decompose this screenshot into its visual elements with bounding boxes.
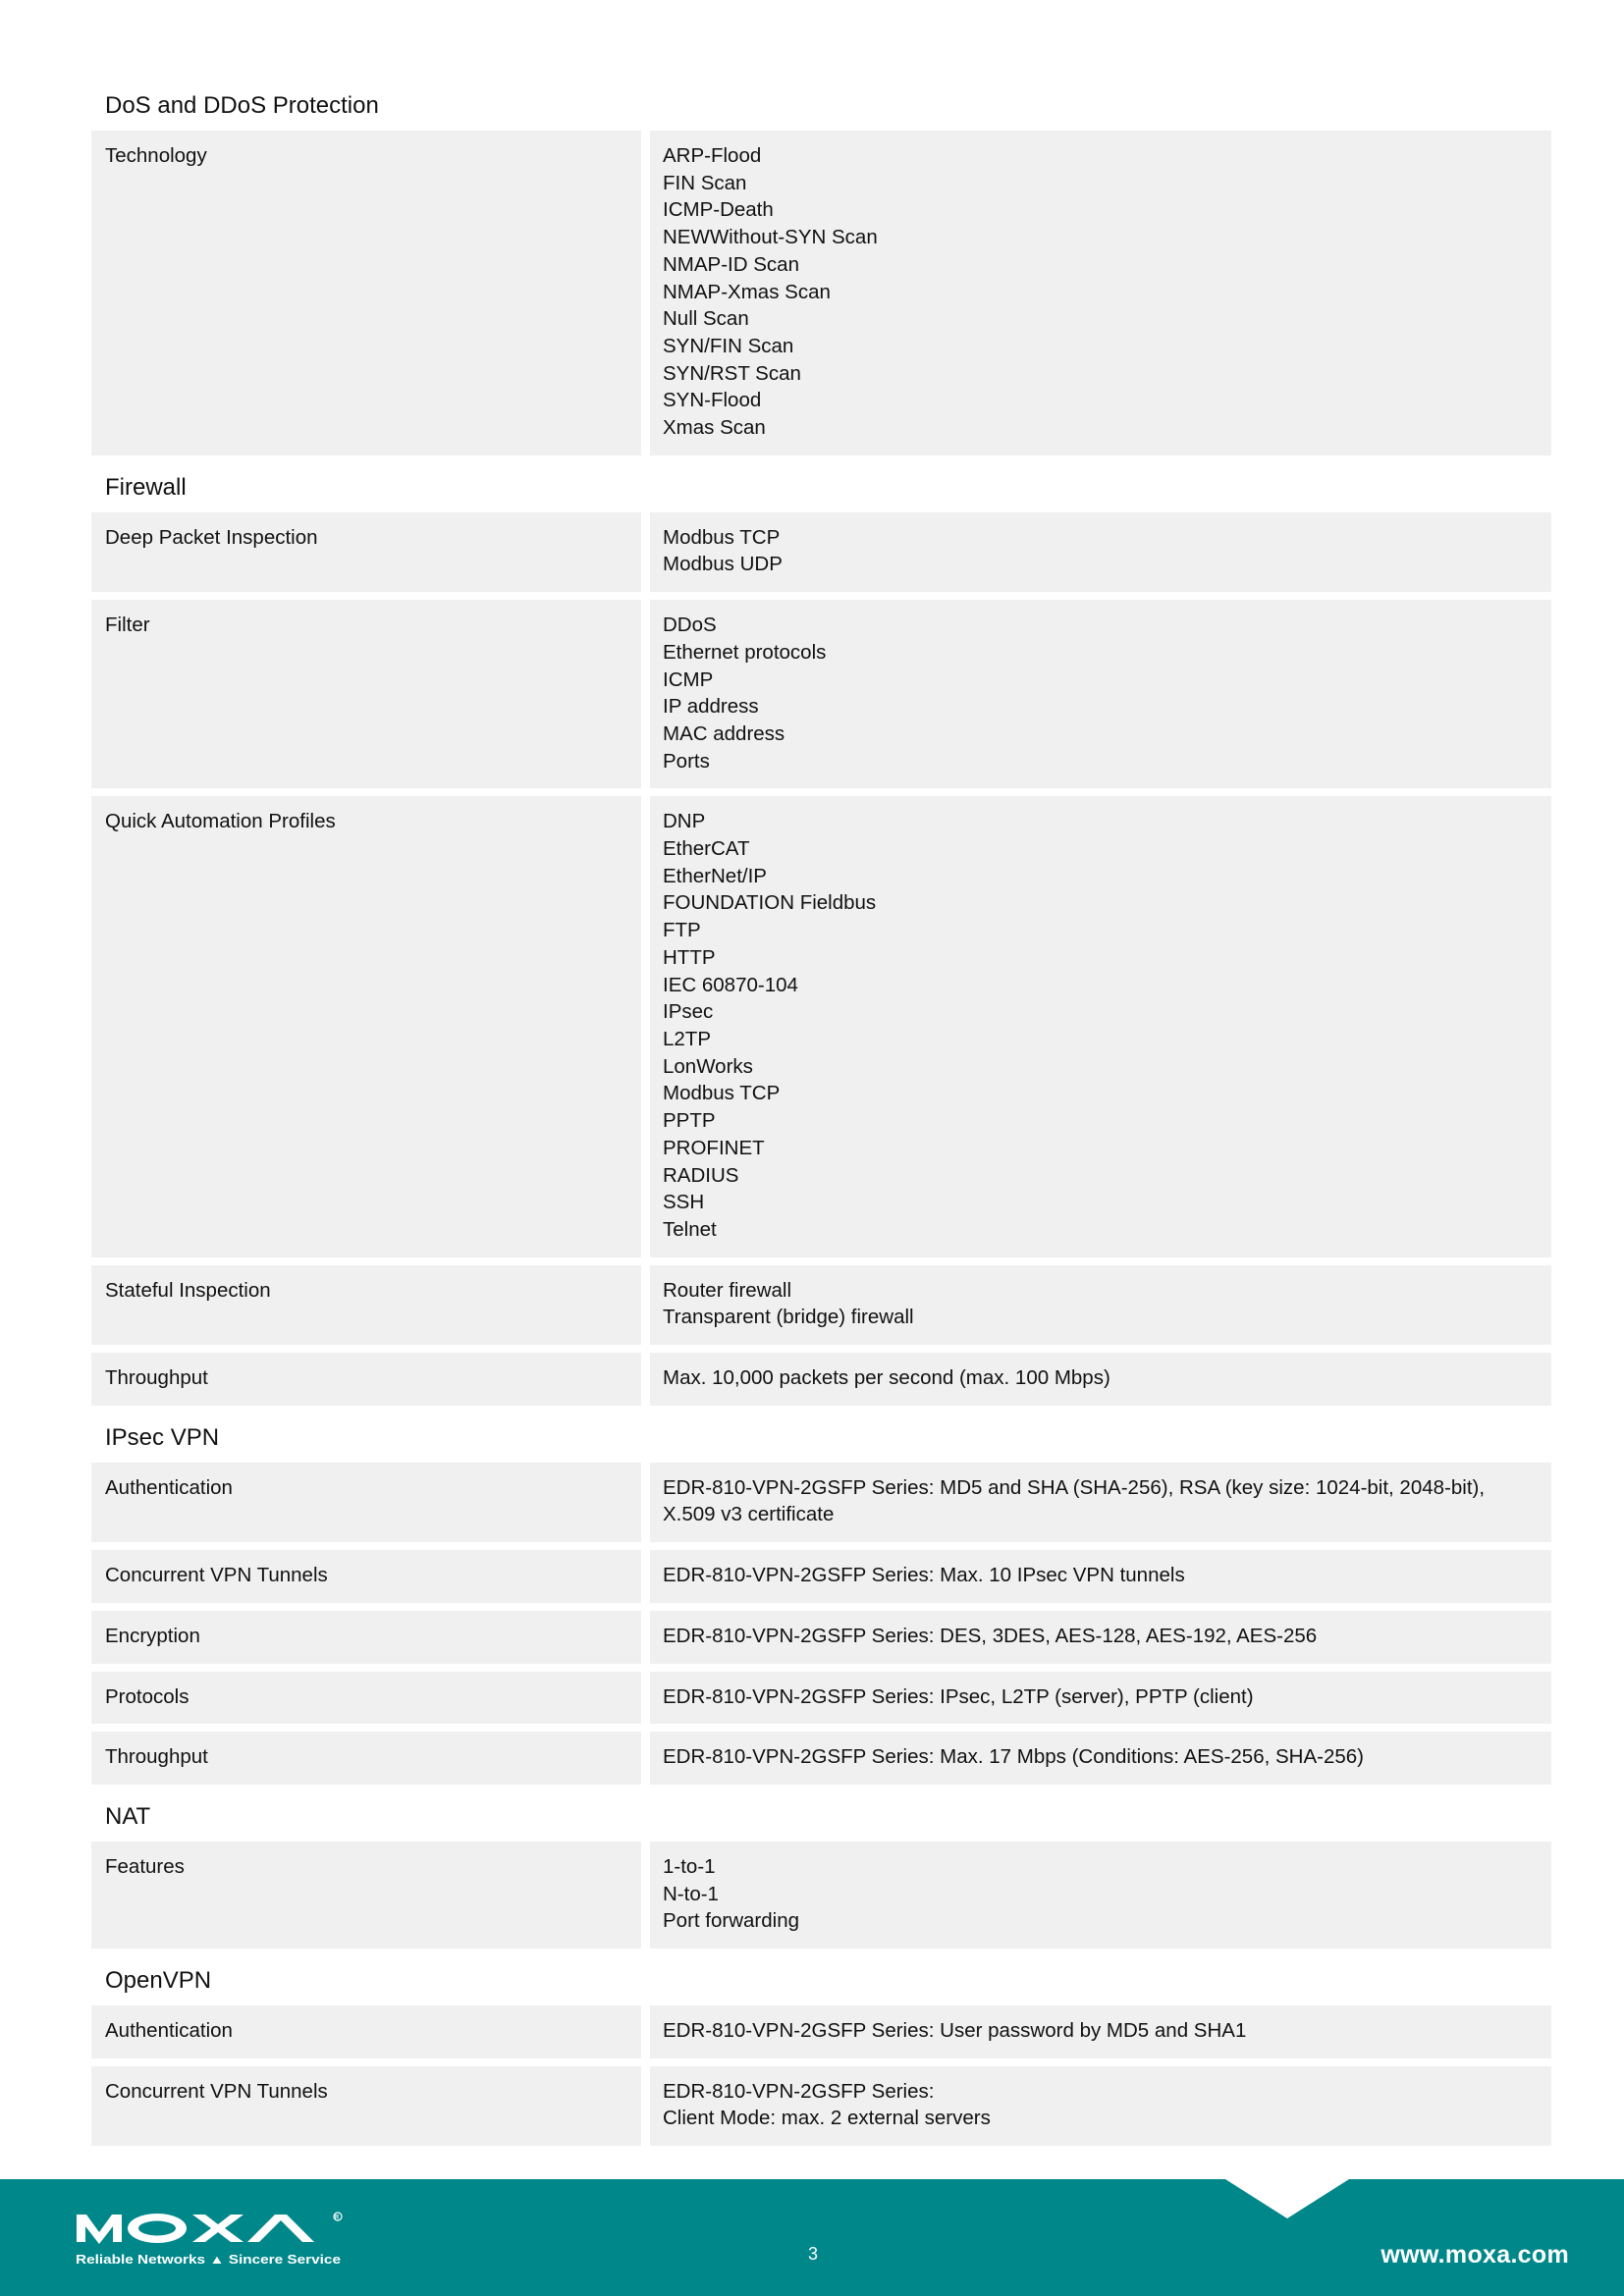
spec-row [91,1672,1551,1725]
spec-label: Throughput [91,1732,641,1785]
spec-value-line: EDR-810-VPN-2GSFP Series: IPsec, L2TP (server), PPTP (client) [663,1684,1254,1708]
spec-value [650,600,1551,788]
spec-value-line: EDR-810-VPN-2GSFP Series: User password by MD5 and SHA1 [663,2019,1247,2043]
spec-value [650,1265,1551,1345]
spec-label: Concurrent VPN Tunnels [91,1550,641,1603]
spec-value-line: HTTP [663,945,716,969]
spec-value-line: NMAP-ID Scan [663,252,799,276]
spec-label: Encryption [91,1611,641,1664]
spec-value-line: Modbus TCP [663,1082,781,1105]
spec-value-line: SYN/RST Scan [663,361,801,385]
spec-value-line: 1-to-1 [663,1854,716,1878]
spec-value-line: IP address [663,695,759,719]
spec-value-line: SSH [663,1191,705,1214]
spec-label: Quick Automation Profiles [91,796,641,1256]
spec-label: Features [91,1842,641,1949]
spec-value [650,2066,1551,2146]
spec-value-line: L2TP [663,1027,711,1050]
section-title: OpenVPN [105,1967,212,1995]
spec-row [91,600,1551,788]
spec-value-line: DDoS [663,614,717,637]
spec-label: Technology [91,131,641,455]
spec-label: Filter [91,600,641,788]
section-title: Firewall [105,473,187,501]
spec-value-line: DNP [663,810,706,833]
spec-value-line: MAC address [663,721,785,745]
spec-value-line: FIN Scan [663,171,747,194]
page-number: 3 [807,2244,818,2264]
spec-value-line: ICMP [663,667,714,691]
spec-value [650,1732,1551,1785]
spec-label: Protocols [91,1672,641,1725]
spec-value-line: Port forwarding [663,1909,800,1933]
spec-label: Authentication [91,2005,641,2058]
spec-content [91,89,1551,2146]
spec-value-line: RADIUS [663,1163,739,1187]
spec-value [650,2005,1551,2058]
website-link[interactable]: www.moxa.com [1380,2241,1569,2269]
spec-value-line: EDR-810-VPN-2GSFP Series: Max. 17 Mbps (Conditions: AES-256, SHA-256) [663,1745,1364,1769]
spec-section [91,471,1551,1406]
spec-row [91,796,1551,1256]
spec-value-line: Transparent (bridge) firewall [663,1306,914,1329]
section-title: IPsec VPN [105,1423,220,1451]
spec-value-line: SYN/FIN Scan [663,334,794,357]
spec-section [91,89,1551,455]
spec-section [91,1964,1551,2146]
spec-value-line: SYN-Flood [663,389,762,412]
spec-row [91,1265,1551,1345]
section-title: NAT [105,1802,151,1830]
spec-row [91,131,1551,455]
spec-value-line: Xmas Scan [663,416,766,440]
spec-label: Authentication [91,1463,641,1542]
spec-value [650,1611,1551,1664]
spec-value-line: Modbus TCP [663,525,781,549]
spec-value [650,512,1551,592]
spec-value [650,1353,1551,1406]
spec-value [650,1672,1551,1725]
spec-value-line: N-to-1 [663,1882,719,1905]
spec-value-line: NEWWithout-SYN Scan [663,226,878,249]
spec-value-line: EDR-810-VPN-2GSFP Series: Max. 10 IPsec VPN tunnels [663,1564,1185,1587]
spec-label: Concurrent VPN Tunnels [91,2066,641,2146]
spec-row [91,2066,1551,2146]
spec-value-line: ARP-Flood [663,144,762,167]
spec-value-line: EDR-810-VPN-2GSFP Series: [663,2079,935,2103]
spec-value-line: PPTP [663,1109,716,1133]
spec-value-line: PROFINET [663,1136,765,1159]
spec-label: Deep Packet Inspection [91,512,641,592]
spec-row [91,1732,1551,1785]
spec-value-line: Ethernet protocols [663,640,827,664]
spec-value-line: NMAP-Xmas Scan [663,280,831,303]
spec-value-line: ICMP-Death [663,198,774,222]
spec-value-line: FOUNDATION Fieldbus [663,891,877,915]
spec-value-line: Telnet [663,1217,717,1241]
spec-value [650,1550,1551,1603]
spec-row [91,1550,1551,1603]
moxa-logo [75,2211,350,2269]
spec-value-line: FTP [663,919,701,942]
section-title: DoS and DDoS Protection [105,92,379,119]
spec-value-line: Modbus UDP [663,553,783,576]
svg-text:Reliable Networks ▲ Sincere Se: Reliable Networks ▲ Sincere Service [76,2253,342,2267]
spec-value-line: EDR-810-VPN-2GSFP Series: DES, 3DES, AES-128, AES-192, AES-256 [663,1624,1318,1647]
spec-value-line: IEC 60870-104 [663,973,798,996]
spec-section [91,1421,1551,1785]
spec-value [650,1842,1551,1949]
spec-value [650,796,1551,1256]
spec-value-line: IPsec [663,1000,714,1024]
svg-text:R: R [334,2215,340,2221]
spec-row [91,2005,1551,2058]
footer-notch [1225,2179,1349,2218]
spec-label: Stateful Inspection [91,1265,641,1345]
spec-value-line: Null Scan [663,307,749,331]
spec-value-line: EtherCAT [663,837,750,861]
spec-value-line: LonWorks [663,1054,753,1078]
spec-value-line: Max. 10,000 packets per second (max. 100 Mbps) [663,1366,1110,1390]
spec-value-line: EDR-810-VPN-2GSFP Series: MD5 and SHA (SHA-256), RSA (key size: 1024-bit, 2048-bit), X.509 v3 certificate [663,1475,1486,1526]
spec-value [650,1463,1551,1542]
spec-row [91,1353,1551,1406]
spec-value-line: Ports [663,749,710,773]
spec-value [650,131,1551,455]
spec-section [91,1800,1551,1949]
spec-value-line: Router firewall [663,1278,792,1302]
spec-row [91,1842,1551,1949]
spec-value-line: EtherNet/IP [663,864,767,887]
spec-row [91,1611,1551,1664]
spec-row [91,1463,1551,1542]
spec-row [91,512,1551,592]
spec-value-line: Client Mode: max. 2 external servers [663,2107,991,2130]
spec-label: Throughput [91,1353,641,1406]
